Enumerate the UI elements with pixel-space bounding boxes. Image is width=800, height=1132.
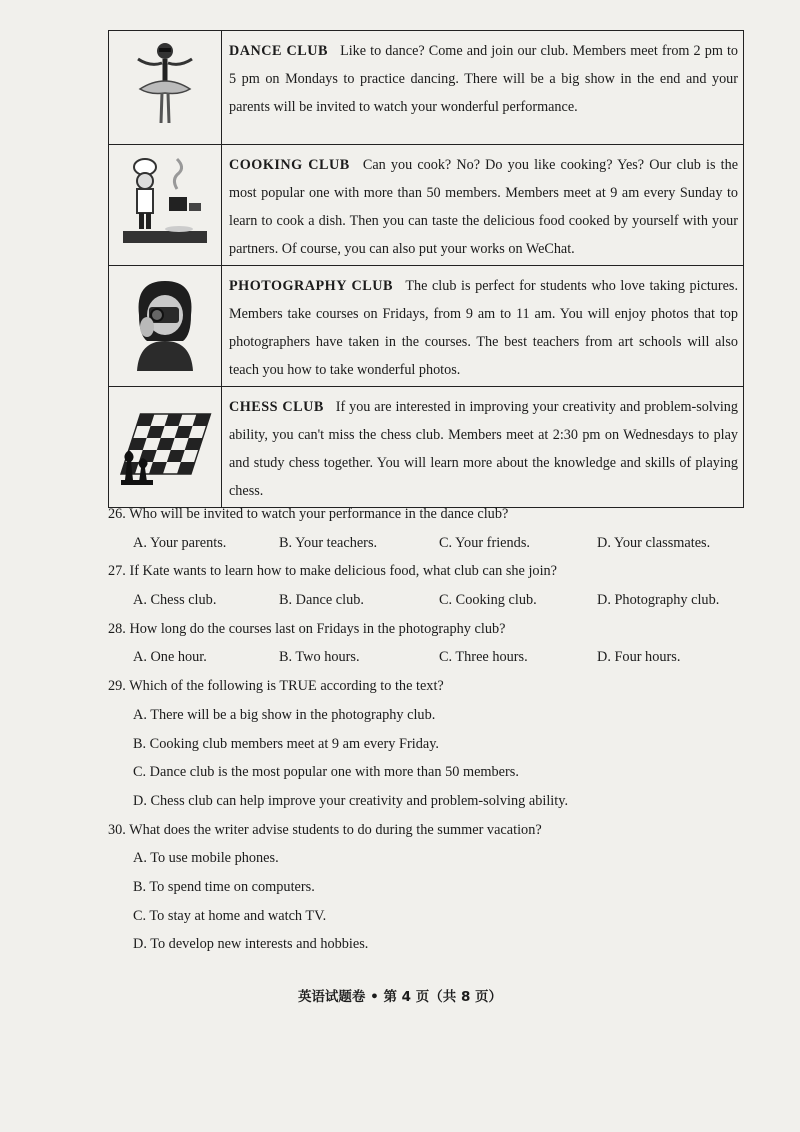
club-title: COOKING CLUB [229, 157, 350, 173]
photography-picture-cell [109, 266, 222, 387]
chess-club-description [222, 387, 744, 508]
option-c: C. Your friends. [439, 534, 530, 551]
question-27: 27. If Kate wants to learn how to make delicious food, what club can she join? [108, 563, 558, 580]
question-26: 26. Who will be invited to watch your performance in the dance club? [108, 506, 509, 522]
option-d: D. Four hours. [597, 649, 681, 666]
club-row-dance [109, 31, 744, 145]
chess-picture-cell [109, 387, 222, 508]
option-a: A. Your parents. [133, 534, 227, 551]
photography-club-description [222, 266, 744, 387]
option-d: D. To develop new interests and hobbies. [133, 936, 369, 953]
question-28-options [108, 643, 748, 672]
questions-section [108, 500, 748, 959]
cooking-picture-cell [109, 145, 222, 266]
question-30: 30. What does the writer advise students to do during the summer vacation? [108, 821, 542, 838]
option-b: B. Dance club. [279, 592, 364, 609]
option-c: C. To stay at home and watch TV. [133, 907, 327, 924]
option-b: B. To spend time on computers. [133, 878, 315, 895]
question-28: 28. How long do the courses last on Fridays in the photography club? [108, 620, 506, 637]
club-text: Like to dance? Come and join our club. Members meet from 2 pm to 5 pm on Mondays to practice dancing. There will be a big show in the end and your parents will be invited to watch your wonderful performance. [229, 43, 739, 115]
club-text: Can you cook? No? Do you like cooking? Yes? Our club is the most popular one with more than 50 members. Members meet at 9 am every Sunday to learn to cook a dish. Then you can taste the delicious food cooked by yourself with your partners. Of course, you can also put your works on WeChat. [229, 157, 738, 257]
clubs-table [108, 30, 744, 508]
club-row-cooking [109, 145, 744, 266]
club-title: CHESS CLUB [229, 399, 324, 415]
option-c: C. Cooking club. [439, 592, 537, 609]
option-b: B. Two hours. [279, 649, 360, 666]
option-c: C. Three hours. [439, 649, 528, 666]
dance-picture-cell [109, 31, 222, 145]
option-c: C. Dance club is the most popular one with more than 50 members. [133, 764, 519, 781]
option-a: A. There will be a big show in the photography club. [133, 706, 436, 723]
page-footer: 英语试题卷 • 第 4 页（共 8 页） [297, 989, 503, 1005]
ballerina-icon [130, 37, 200, 133]
option-d: D. Chess club can help improve your creativity and problem-solving ability. [133, 792, 569, 809]
club-text: If you are interested in improving your creativity and problem-solving ability, you can't miss the chess club. Members meet at 2:30 pm on Wednesdays to play and study chess together. You will learn more about the knowledge and skills of playing chess. [229, 399, 738, 499]
question-29: 29. Which of the following is TRUE according to the text? [108, 678, 444, 695]
cooking-club-description [222, 145, 744, 266]
option-a: A. To use mobile phones. [133, 850, 279, 867]
option-b: B. Your teachers. [279, 534, 378, 551]
option-a: A. Chess club. [133, 592, 217, 609]
question-26-options [108, 529, 748, 558]
chef-icon [119, 155, 211, 251]
option-b: B. Cooking club members meet at 9 am every Friday. [133, 735, 439, 752]
photographer-icon [125, 275, 205, 373]
club-text: The club is perfect for students who love taking pictures. Members take courses on Fridays, from 9 am to 11 am. You will enjoy photos that top photographers have taken in the courses. The best teachers from art schools will also teach you how to take wonderful photos. [229, 278, 738, 378]
option-d: D. Your classmates. [597, 534, 711, 551]
dance-club-description [222, 31, 744, 145]
club-title: PHOTOGRAPHY CLUB [229, 278, 393, 294]
chessboard-icon [117, 400, 213, 490]
question-27-options [108, 586, 748, 615]
club-title: DANCE CLUB [229, 43, 328, 59]
club-row-chess [109, 387, 744, 508]
option-d: D. Photography club. [597, 592, 720, 609]
option-a: A. One hour. [133, 649, 207, 666]
club-row-photography [109, 266, 744, 387]
